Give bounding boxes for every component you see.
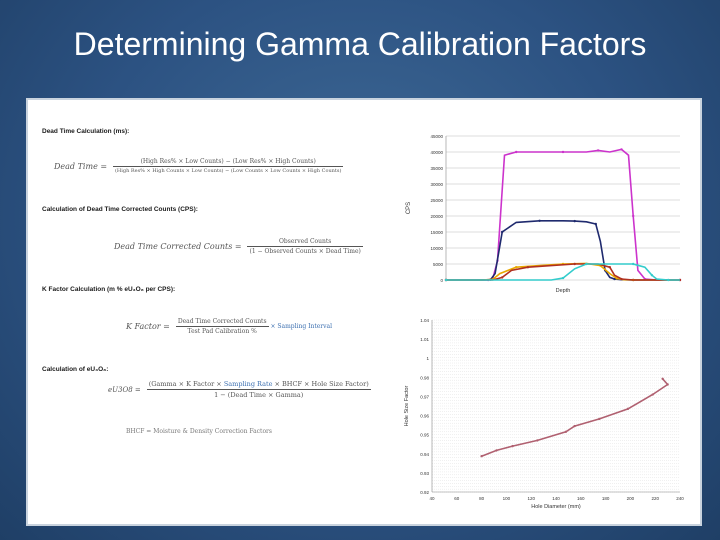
data-point: [562, 277, 564, 279]
y-axis-label: Hole Size Factor: [404, 385, 410, 427]
x-tick-label: 40: [429, 496, 435, 501]
data-point: [627, 408, 629, 410]
data-point: [585, 263, 587, 265]
corrected-counts-equation: [114, 238, 363, 255]
data-point: [597, 149, 599, 151]
y-tick-label: 5000: [432, 262, 443, 267]
data-point: [511, 445, 513, 447]
series-line-0: [446, 149, 680, 280]
eu3o8-label: Calculation of eU₃O₈:: [42, 366, 109, 373]
y-tick-label: 1.04: [420, 318, 429, 323]
dead-time-equation: [54, 158, 343, 174]
y-tick-label: 0.92: [420, 490, 429, 495]
y-tick-label: 45000: [430, 134, 443, 139]
data-point: [538, 220, 540, 222]
data-point: [651, 274, 653, 276]
data-point: [527, 266, 529, 268]
eu3o8-lhs: eU3O8 =: [108, 385, 141, 394]
data-point: [495, 449, 497, 451]
y-tick-label: 0.96: [420, 413, 429, 419]
x-tick-label: 200: [626, 496, 635, 501]
dead-time-lhs: Dead Time =: [54, 161, 108, 171]
hole-size-factor-chart: [400, 312, 690, 512]
data-point: [445, 279, 447, 281]
data-point: [515, 151, 517, 153]
kfactor-lhs: K Factor =: [126, 322, 170, 331]
corrected-counts-numerator: Observed Counts: [247, 238, 362, 247]
x-tick-label: 220: [651, 496, 659, 501]
y-axis-label: CPS: [406, 201, 412, 215]
eu3o8-num-b: Sampling Rate: [223, 380, 273, 388]
data-point: [632, 263, 634, 265]
content-panel: [26, 98, 702, 526]
data-point: [652, 393, 654, 395]
x-tick-label: 140: [552, 496, 560, 501]
y-tick-label: 15000: [430, 230, 443, 235]
x-tick-label: 120: [527, 496, 535, 501]
data-point: [573, 425, 575, 427]
dead-time-label: Dead Time Calculation (ms):: [42, 128, 130, 135]
eu3o8-equation: [108, 380, 371, 399]
data-point: [661, 378, 663, 380]
data-point: [632, 215, 634, 217]
y-tick-label: 1.01: [420, 337, 429, 343]
x-tick-label: 60: [454, 496, 460, 501]
corrected-counts-denominator: (1 − Observed Counts × Dead Time): [249, 248, 361, 255]
x-tick-label: 180: [601, 496, 610, 501]
data-point: [598, 418, 600, 420]
data-point: [620, 148, 622, 150]
y-tick-label: 0: [440, 278, 443, 283]
data-point: [536, 439, 538, 441]
dead-time-numerator: (High Res% × Low Counts) − (Low Res% × High Counts): [113, 158, 343, 167]
y-tick-label: 0.94: [420, 451, 429, 457]
cps-depth-chart: [400, 128, 690, 298]
data-point: [666, 383, 668, 385]
series-line-1: [446, 221, 680, 280]
x-axis-label: Hole Diameter (mm): [531, 504, 581, 510]
data-point: [501, 276, 503, 278]
kfactor-equation: [126, 318, 332, 335]
y-tick-label: 10000: [430, 246, 443, 251]
x-tick-label: 160: [577, 496, 585, 501]
data-point: [595, 223, 597, 225]
x-tick-label: 240: [676, 496, 684, 501]
y-tick-label: 0.95: [420, 432, 429, 438]
y-tick-label: 25000: [430, 198, 443, 203]
y-tick-label: 0.98: [420, 375, 429, 381]
dead-time-denominator: (High Res% × High Counts × Low Counts) − (Low Counts × Low Counts × High Counts): [114, 168, 342, 174]
x-tick-label: 100: [502, 496, 511, 501]
corrected-counts-label: Calculation of Dead Time Corrected Counts (CPS):: [42, 206, 198, 213]
data-point: [574, 263, 576, 265]
y-tick-label: 40000: [430, 150, 443, 155]
data-point: [480, 455, 482, 457]
kfactor-label: K Factor Calculation (m % eU₃O₈ per CPS):: [42, 286, 176, 293]
x-tick-label: 80: [479, 496, 485, 501]
eu3o8-num-c: × BHCF × Hole Size Factor): [274, 380, 369, 388]
data-point: [609, 266, 611, 268]
data-point: [620, 278, 622, 280]
corrected-counts-lhs: Dead Time Corrected Counts =: [114, 242, 242, 251]
bhcf-note: BHCF = Moisture & Density Correction Factors: [126, 428, 273, 435]
x-axis-label: Depth: [555, 288, 571, 294]
data-point: [574, 220, 576, 222]
y-tick-label: 35000: [430, 166, 443, 171]
data-point: [501, 231, 503, 233]
data-point: [667, 279, 669, 281]
data-point: [562, 151, 564, 153]
eu3o8-num-a: (Gamma × K Factor ×: [148, 380, 222, 388]
y-tick-label: 0.97: [420, 394, 429, 400]
kfactor-numerator: Dead Time Corrected Counts: [177, 318, 267, 325]
y-tick-label: 20000: [430, 214, 443, 219]
eu3o8-denominator: 1 − (Dead Time × Gamma): [214, 391, 304, 399]
y-tick-label: 30000: [430, 182, 443, 187]
kfactor-tail: × Sampling Interval: [270, 323, 333, 330]
data-point: [565, 431, 567, 433]
slide-title: Determining Gamma Calibration Factors: [73, 26, 647, 62]
kfactor-denominator: Test Pad Calibration %: [187, 328, 257, 335]
y-tick-label: 1: [426, 356, 429, 362]
data-point: [515, 266, 517, 268]
y-tick-label: 0.93: [420, 470, 429, 476]
